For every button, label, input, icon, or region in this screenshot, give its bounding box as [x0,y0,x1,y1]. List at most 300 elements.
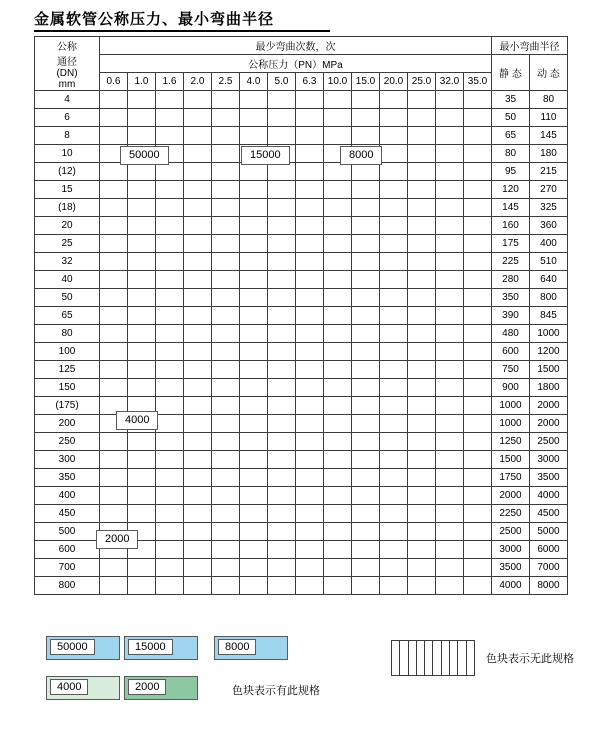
dynamic-radius-value: 3000 [530,451,568,469]
static-radius-value: 1750 [492,469,530,487]
table-row [35,577,568,595]
spec-cell [464,127,492,145]
spec-cell [128,469,156,487]
static-radius-value: 600 [492,343,530,361]
table-row [35,289,568,307]
dynamic-radius-value: 215 [530,163,568,181]
spec-cell [436,559,464,577]
spec-cell [100,181,128,199]
spec-cell [408,343,436,361]
spec-cell [156,307,184,325]
spec-cell [268,271,296,289]
spec-cell [464,271,492,289]
spec-cell [268,379,296,397]
spec-cell [184,145,212,163]
spec-cell [128,163,156,181]
spec-cell [464,523,492,541]
spec-cell [408,145,436,163]
spec-cell [240,325,268,343]
table-row [35,559,568,577]
spec-cell [464,577,492,595]
spec-cell [464,325,492,343]
legend-swatch [46,636,120,660]
spec-cell [100,487,128,505]
spec-cell [380,415,408,433]
pressure-col-header: 35.0 [464,73,492,91]
spec-cell [352,289,380,307]
spec-cell [324,307,352,325]
empty-cell [409,641,417,675]
dynamic-radius-value: 360 [530,217,568,235]
dn-value: 50 [35,289,100,307]
spec-cell [240,163,268,181]
spec-cell [184,523,212,541]
spec-cell [184,487,212,505]
dynamic-header: 动 态 [530,55,568,91]
table-row [35,199,568,217]
dynamic-radius-value: 1800 [530,379,568,397]
table-row [35,505,568,523]
dn-value: (175) [35,397,100,415]
spec-cell [184,181,212,199]
dynamic-radius-value: 270 [530,181,568,199]
spec-cell [296,181,324,199]
pressure-col-header: 1.0 [128,73,156,91]
spec-cell [184,433,212,451]
table-row [35,433,568,451]
spec-cell [184,361,212,379]
page-title: 金属软管公称压力、最小弯曲半径 [34,10,275,28]
spec-cell [464,199,492,217]
spec-cell [100,289,128,307]
static-radius-value: 1000 [492,397,530,415]
spec-cell [212,271,240,289]
spec-cell [436,487,464,505]
spec-cell [184,109,212,127]
spec-cell [184,451,212,469]
spec-cell [352,343,380,361]
spec-cell [100,109,128,127]
spec-cell [464,181,492,199]
spec-cell [184,397,212,415]
spec-cell [212,361,240,379]
spec-cell [436,415,464,433]
spec-cell [464,451,492,469]
spec-cell [268,127,296,145]
spec-cell [156,253,184,271]
spec-cell [268,523,296,541]
spec-cell [100,577,128,595]
dn-value: 350 [35,469,100,487]
spec-cell [100,307,128,325]
spec-cell [100,91,128,109]
spec-cell [156,127,184,145]
spec-cell [212,577,240,595]
spec-cell [352,163,380,181]
spec-cell [296,91,324,109]
spec-cell [184,163,212,181]
spec-cell [156,109,184,127]
spec-cell [156,559,184,577]
spec-cell [296,577,324,595]
spec-cell [184,505,212,523]
spec-cell [296,325,324,343]
spec-cell [240,487,268,505]
spec-cell [408,307,436,325]
empty-cell [467,641,474,675]
spec-cell [408,577,436,595]
spec-cell [324,127,352,145]
spec-cell [268,163,296,181]
dynamic-radius-value: 110 [530,109,568,127]
empty-cell [458,641,466,675]
spec-cell [436,289,464,307]
spec-cell [268,433,296,451]
spec-cell [296,415,324,433]
spec-cell [240,523,268,541]
spec-cell [380,271,408,289]
spec-cell [380,361,408,379]
spec-cell [268,361,296,379]
spec-cell [156,217,184,235]
static-radius-value: 2000 [492,487,530,505]
spec-cell [212,145,240,163]
spec-cell [436,235,464,253]
spec-cell [408,289,436,307]
spec-cell [324,253,352,271]
spec-cell [380,127,408,145]
table-row [35,253,568,271]
dn-value: 500 [35,523,100,541]
spec-cell [268,397,296,415]
spec-cell [128,325,156,343]
spec-cell [100,127,128,145]
spec-cell [212,559,240,577]
spec-cell [380,379,408,397]
spec-cell [408,433,436,451]
legend-swatch [124,636,198,660]
spec-cell [436,361,464,379]
spec-cell [212,91,240,109]
table-row [35,343,568,361]
spec-cell [128,343,156,361]
spec-cell [100,217,128,235]
spec-cell [184,91,212,109]
table-row [35,271,568,289]
spec-cell [352,361,380,379]
spec-cell [268,181,296,199]
table-row [35,451,568,469]
spec-cell [156,433,184,451]
spec-cell [240,181,268,199]
spec-cell [352,127,380,145]
table-head [35,37,568,91]
spec-cell [324,343,352,361]
spec-cell [380,397,408,415]
spec-cell [408,397,436,415]
dn-header-line-4: mm [58,78,76,90]
spec-cell [156,163,184,181]
spec-cell [212,397,240,415]
dn-header-line-2: 通径 [57,56,77,68]
spec-cell [212,253,240,271]
spec-cell [268,505,296,523]
spec-cell [352,577,380,595]
spec-cell [352,487,380,505]
spec-cell [268,307,296,325]
spec-cell [324,199,352,217]
spec-cell [268,217,296,235]
spec-cell [156,541,184,559]
empty-cell [417,641,425,675]
static-radius-value: 80 [492,145,530,163]
spec-cell [212,523,240,541]
spec-cell [436,145,464,163]
spec-cell [324,235,352,253]
spec-cell [464,361,492,379]
legend-swatch-label: 2000 [128,679,166,695]
spec-cell [464,559,492,577]
spec-cell [324,541,352,559]
spec-cell [436,163,464,181]
spec-cell [296,163,324,181]
spec-cell [436,397,464,415]
spec-cell [184,379,212,397]
spec-cell [352,451,380,469]
dynamic-radius-value: 5000 [530,523,568,541]
spec-cell [408,379,436,397]
spec-cell [408,451,436,469]
spec-cell [408,361,436,379]
dynamic-radius-value: 4500 [530,505,568,523]
dn-value: 250 [35,433,100,451]
legend-swatch-label: 4000 [50,679,88,695]
spec-cell [240,199,268,217]
spec-cell [156,451,184,469]
spec-cell [268,559,296,577]
dn-value: 700 [35,559,100,577]
header-row-3 [35,73,568,91]
static-radius-value: 350 [492,289,530,307]
legend-swatch [124,676,198,700]
spec-cell [352,325,380,343]
spec-cell [464,541,492,559]
spec-cell [352,559,380,577]
table-row [35,379,568,397]
spec-cell [436,451,464,469]
spec-cell [464,163,492,181]
spec-cell [156,361,184,379]
spec-cell [352,109,380,127]
spec-cell [436,307,464,325]
dn-value: 100 [35,343,100,361]
spec-cell [380,307,408,325]
pressure-col-header: 32.0 [436,73,464,91]
spec-cell [464,91,492,109]
spec-cell [156,523,184,541]
spec-cell [324,217,352,235]
spec-cell [212,415,240,433]
spec-cell [436,433,464,451]
spec-cell [352,397,380,415]
spec-cell [464,415,492,433]
dynamic-radius-value: 8000 [530,577,568,595]
spec-cell [436,91,464,109]
static-radius-value: 1250 [492,433,530,451]
spec-cell [324,163,352,181]
spec-cell [408,271,436,289]
spec-cell [436,343,464,361]
dn-value: 150 [35,379,100,397]
spec-cell [128,307,156,325]
spec-cell [240,469,268,487]
spec-cell [212,163,240,181]
pressure-col-header: 2.5 [212,73,240,91]
static-radius-value: 1000 [492,415,530,433]
spec-cell [184,325,212,343]
pressure-col-header: 10.0 [324,73,352,91]
legend [34,636,574,716]
table-row [35,181,568,199]
spec-cell [296,523,324,541]
static-radius-value: 2250 [492,505,530,523]
spec-cell [296,271,324,289]
spec-cell [156,325,184,343]
spec-cell [156,379,184,397]
pressure-header: 公称压力（PN）MPa [100,55,492,73]
dynamic-radius-value: 6000 [530,541,568,559]
bend-times-badge: 2000 [96,530,138,549]
table-row [35,235,568,253]
dn-value: 8 [35,127,100,145]
spec-cell [296,307,324,325]
spec-cell [380,343,408,361]
bend-times-badge: 8000 [340,146,382,165]
spec-cell [296,433,324,451]
spec-cell [100,469,128,487]
spec-cell [464,505,492,523]
spec-cell [324,469,352,487]
spec-cell [240,253,268,271]
spec-cell [156,469,184,487]
dynamic-radius-value: 1200 [530,343,568,361]
spec-cell [240,559,268,577]
spec-cell [156,271,184,289]
spec-cell [156,505,184,523]
spec-cell [436,577,464,595]
spec-cell [380,199,408,217]
header-row-1 [35,37,568,55]
pressure-col-header: 20.0 [380,73,408,91]
spec-cell [128,577,156,595]
table-row [35,307,568,325]
spec-cell [436,505,464,523]
spec-cell [324,415,352,433]
spec-cell [156,397,184,415]
static-radius-value: 95 [492,163,530,181]
spec-cell [100,361,128,379]
spec-cell [408,127,436,145]
pressure-col-header: 1.6 [156,73,184,91]
spec-cell [464,469,492,487]
spec-cell [100,505,128,523]
dn-value: (18) [35,199,100,217]
spec-cell [240,451,268,469]
spec-cell [156,91,184,109]
spec-cell [296,109,324,127]
spec-cell [296,487,324,505]
bend-times-badge: 15000 [241,146,290,165]
static-radius-value: 65 [492,127,530,145]
empty-cell [425,641,433,675]
spec-cell [156,577,184,595]
legend-swatch [214,636,288,660]
dn-value: 6 [35,109,100,127]
spec-cell [464,397,492,415]
spec-cell [240,541,268,559]
spec-cell [296,505,324,523]
spec-cell [240,271,268,289]
spec-cell [240,577,268,595]
spec-cell [268,577,296,595]
spec-cell [380,145,408,163]
spec-table [34,36,568,595]
spec-cell [156,181,184,199]
dynamic-radius-value: 510 [530,253,568,271]
pressure-col-header: 4.0 [240,73,268,91]
spec-cell [408,487,436,505]
dynamic-radius-value: 1000 [530,325,568,343]
spec-cell [240,307,268,325]
spec-cell [324,505,352,523]
spec-cell [408,415,436,433]
dynamic-radius-value: 80 [530,91,568,109]
spec-cell [296,541,324,559]
spec-cell [324,379,352,397]
spec-cell [380,451,408,469]
dn-value: 600 [35,541,100,559]
spec-cell [128,487,156,505]
dynamic-radius-value: 180 [530,145,568,163]
spec-cell [296,559,324,577]
spec-cell [296,379,324,397]
dn-value: 20 [35,217,100,235]
spec-cell [100,235,128,253]
spec-cell [128,433,156,451]
spec-cell [380,325,408,343]
empty-cell [450,641,458,675]
table-row [35,397,568,415]
empty-cell [400,641,408,675]
spec-cell [240,109,268,127]
static-radius-value: 390 [492,307,530,325]
spec-cell [296,469,324,487]
spec-cell [464,235,492,253]
spec-cell [100,163,128,181]
spec-cell [240,361,268,379]
spec-cell [240,505,268,523]
spec-cell [128,127,156,145]
spec-cell [464,145,492,163]
spec-cell [296,397,324,415]
spec-cell [268,109,296,127]
table-row [35,127,568,145]
spec-cell [128,505,156,523]
static-radius-value: 3000 [492,541,530,559]
spec-cell [184,289,212,307]
dynamic-radius-value: 4000 [530,487,568,505]
spec-cell [128,379,156,397]
